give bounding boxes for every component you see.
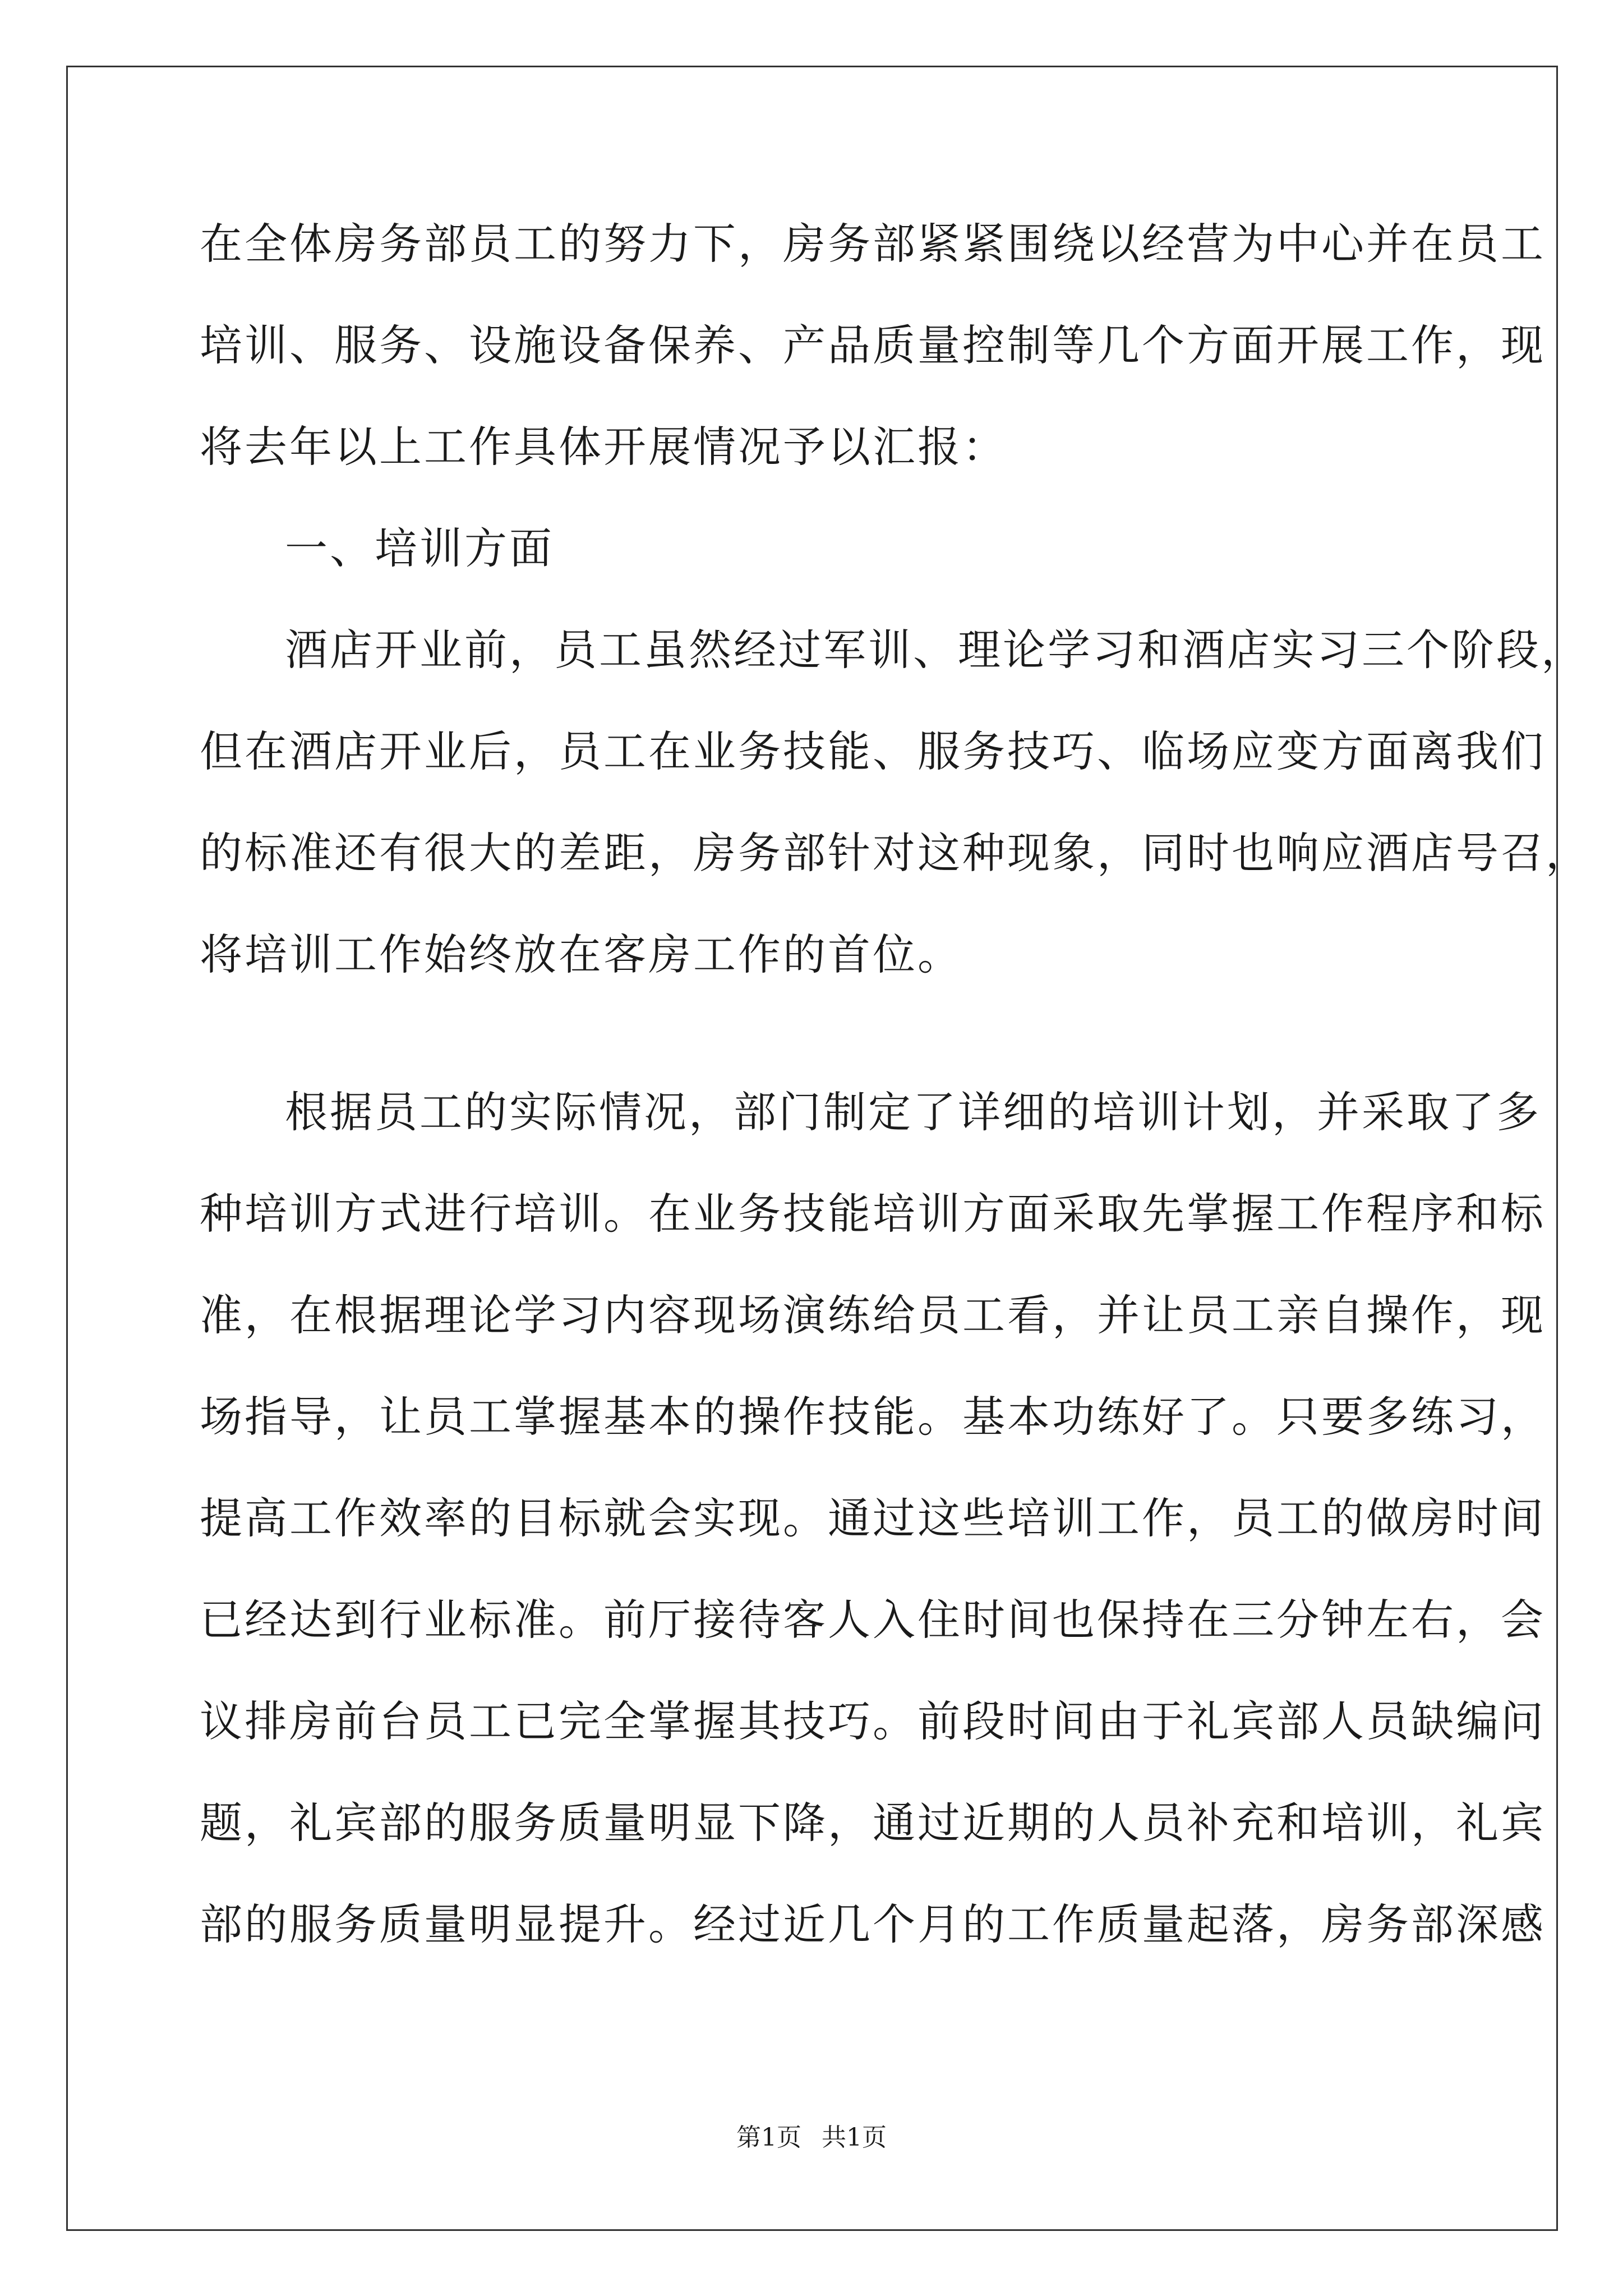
text-line: 题，礼宾部的服务质量明显下降，通过近期的人员补充和培训，礼宾 [200, 1798, 1546, 1848]
text-line: 部的服务质量明显提升。经过近几个月的工作质量起落，房务部深感 [200, 1899, 1546, 1949]
page-footer [0, 2124, 1623, 2152]
document-body [200, 219, 1590, 2001]
text-line: 提高工作效率的目标就会实现。通过这些培训工作，员工的做房时间 [200, 1493, 1546, 1543]
section-heading: 一、培训方面 [285, 523, 554, 573]
text-line: 议排房前台员工已完全掌握其技巧。前段时间由于礼宾部人员缺编问 [200, 1696, 1546, 1746]
text-line: 已经达到行业标准。前厅接待客人入住时间也保持在三分钟左右，会 [200, 1595, 1546, 1645]
page-number: 第1页 [736, 2123, 801, 2152]
text-line: 准，在根据理论学习内容现场演练给员工看，并让员工亲自操作，现 [200, 1290, 1546, 1340]
text-line: 的标准还有很大的差距，房务部针对这种现象，同时也响应酒店号召， [200, 828, 1590, 878]
text-line: 在全体房务部员工的努力下，房务部紧紧围绕以经营为中心并在员工 [200, 219, 1546, 269]
text-line: 根据员工的实际情况，部门制定了详细的培训计划，并采取了多 [285, 1087, 1541, 1137]
text-line: 将培训工作始终放在客房工作的首位。 [200, 930, 962, 979]
paragraph-gap [200, 1031, 1422, 1087]
text-line: 培训、服务、设施设备保养、产品质量控制等几个方面开展工作，现 [200, 320, 1546, 370]
text-line: 酒店开业前，员工虽然经过军训、理论学习和酒店实习三个阶段， [285, 625, 1586, 675]
text-line: 将去年以上工作具体开展情况予以汇报： [200, 422, 1007, 472]
text-line: 场指导，让员工掌握基本的操作技能。基本功练好了。只要多练习， [200, 1392, 1546, 1442]
text-line: 但在酒店开业后，员工在业务技能、服务技巧、临场应变方面离我们 [200, 726, 1546, 776]
text-line: 种培训方式进行培训。在业务技能培训方面采取先掌握工作程序和标 [200, 1189, 1546, 1239]
page-total: 共1页 [822, 2123, 887, 2152]
